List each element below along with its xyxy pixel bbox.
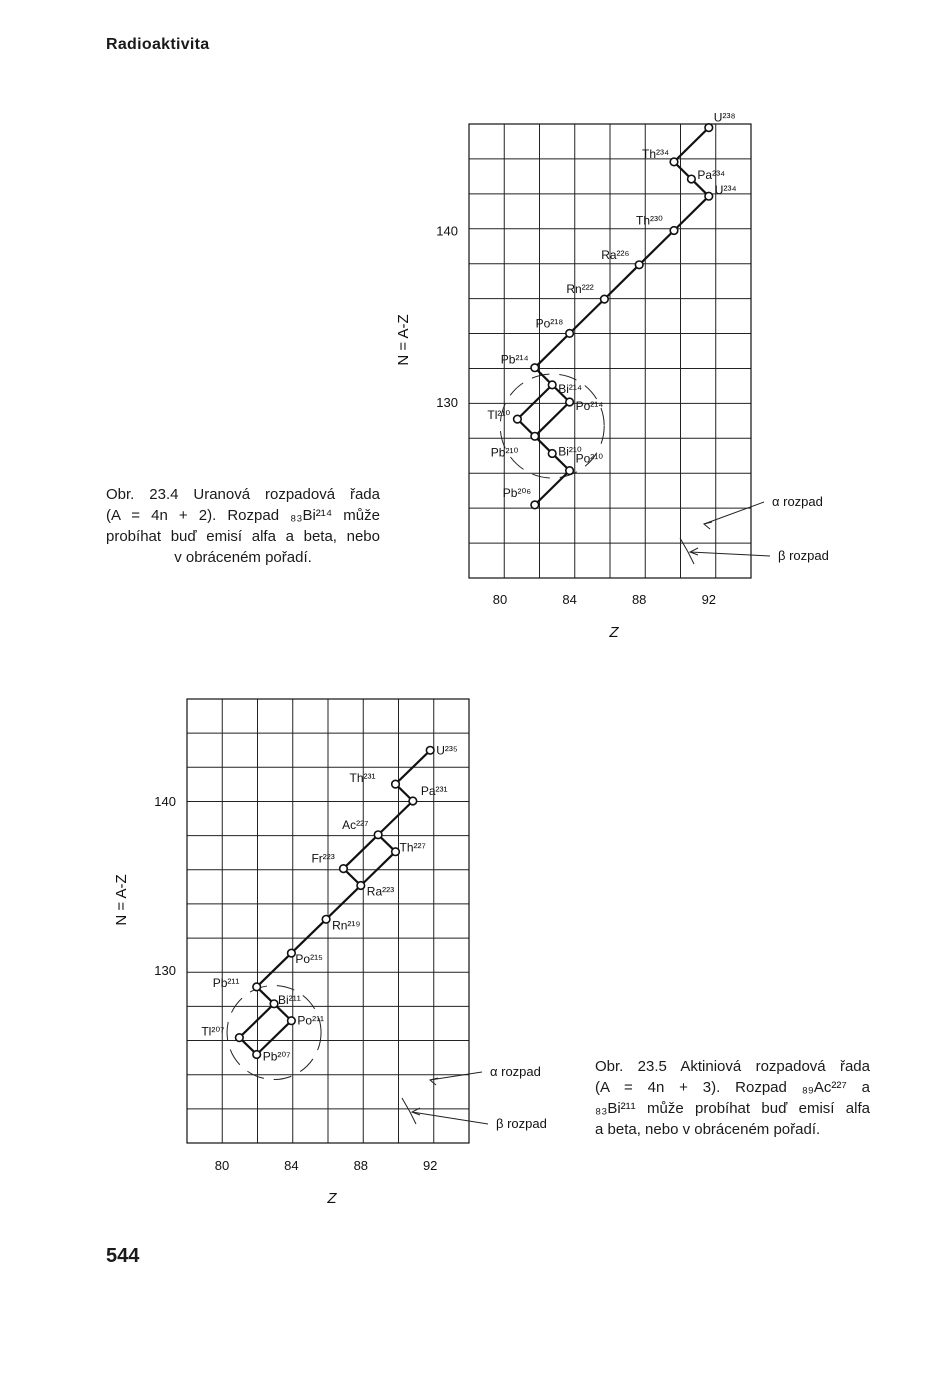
nuclide-label: Th²²⁷ <box>399 840 426 855</box>
caption-line: Obr. 23.4 Uranová rozpadová řada <box>106 486 380 503</box>
x-axis-label: Z <box>327 1190 337 1207</box>
nuclide-label: Ac²²⁷ <box>342 817 369 832</box>
beta-legend-label: β rozpad <box>496 1116 547 1131</box>
nuclide-label: Po²¹⁴ <box>575 399 604 413</box>
caption-line: (A = 4n + 3). Rozpad ₈₉Ac²²⁷ a <box>595 1079 870 1096</box>
nuclide-label: Tl²¹⁰ <box>487 408 511 423</box>
decay-line <box>674 196 709 230</box>
nuclide-node <box>635 261 643 269</box>
caption-line: Obr. 23.5 Aktiniová rozpadová řada <box>595 1058 870 1075</box>
nuclide-node <box>566 467 574 475</box>
nuclide-label: Po²¹⁵ <box>295 952 324 967</box>
nuclide-node <box>566 330 574 338</box>
caption-line: v obráceném pořadí. <box>174 549 312 566</box>
nuclide-label: Pa²³¹ <box>420 784 448 798</box>
decay-line <box>343 835 378 869</box>
nuclide-node <box>548 381 556 389</box>
decay-line <box>361 852 396 886</box>
decay-line <box>535 333 570 367</box>
caption-line: ₈₃Bi²¹¹ může probíhat buď emisí alfa <box>595 1100 870 1117</box>
nuclide-label: Fr²²³ <box>311 851 335 866</box>
nuclide-label: U²³⁸ <box>713 110 736 125</box>
alpha-leader-line <box>704 502 764 524</box>
x-axis-label: Z <box>609 624 619 641</box>
decay-line <box>291 919 326 953</box>
decay-line <box>326 886 361 920</box>
nuclide-node <box>236 1034 244 1042</box>
alpha-leader-line <box>430 1072 482 1080</box>
figure-caption-23-4 <box>106 484 380 568</box>
beta-legend-label: β rozpad <box>778 548 829 563</box>
nuclide-node <box>392 848 400 856</box>
figure-caption-23-5 <box>595 1056 870 1140</box>
nuclide-label: Bi²¹⁰ <box>558 444 582 459</box>
nuclide-node <box>688 175 696 183</box>
nuclide-node <box>531 501 539 509</box>
nuclide-node <box>670 227 678 235</box>
nuclide-label: U²³⁴ <box>714 183 737 198</box>
decay-line <box>639 231 674 265</box>
nuclide-node <box>514 415 522 423</box>
nuclide-label: U²³⁵ <box>436 743 458 758</box>
nuclide-node <box>322 916 330 924</box>
nuclide-label: Pb²⁰⁶ <box>502 485 532 500</box>
nuclide-node <box>392 780 400 788</box>
nuclide-node <box>531 433 539 441</box>
nuclide-label: Pa²³⁴ <box>697 168 726 183</box>
nuclide-node <box>566 398 574 406</box>
nuclide-label: Pb²⁰⁷ <box>262 1049 291 1064</box>
y-tick-label: 130 <box>154 963 176 978</box>
x-tick-label: 80 <box>214 1158 230 1173</box>
nuclide-node <box>270 1000 278 1008</box>
nuclide-node <box>548 450 556 458</box>
x-tick-label: 84 <box>562 592 577 607</box>
alpha-legend-label: α rozpad <box>772 494 823 509</box>
nuclide-node <box>531 364 539 372</box>
decay-chart-fig-23-5 <box>113 699 547 1207</box>
nuclide-node <box>426 747 434 755</box>
decay-legend <box>402 1064 547 1131</box>
decay-chart-fig-23-4 <box>395 111 829 641</box>
nuclide-label: Pb²¹¹ <box>212 975 240 990</box>
caption-line: probíhat buď emisí alfa a beta, nebo <box>106 528 380 545</box>
x-tick-label: 88 <box>353 1158 369 1173</box>
nuclide-label: Bi²¹⁴ <box>558 381 583 396</box>
beta-leader-line <box>412 1112 488 1124</box>
y-tick-label: 140 <box>154 794 176 809</box>
nuclide-node <box>670 158 678 166</box>
decay-line <box>674 128 709 162</box>
nuclide-node <box>705 124 713 132</box>
nuclide-node <box>253 1051 261 1059</box>
x-tick-label: 92 <box>422 1158 438 1173</box>
x-tick-label: 84 <box>284 1158 299 1173</box>
nuclide-node <box>409 797 417 805</box>
nuclide-label: Rn²²² <box>566 282 594 297</box>
nuclide-node <box>374 831 382 839</box>
nuclide-label: Tl²⁰⁷ <box>201 1024 225 1039</box>
y-axis-label: N = A-Z <box>395 314 412 366</box>
nuclide-label: Pb²¹⁴ <box>500 352 529 367</box>
running-header: Radioaktivita <box>106 36 210 53</box>
nuclide-label: Po²¹⁸ <box>535 316 564 331</box>
x-tick-label: 88 <box>631 592 647 607</box>
alpha-legend-label: α rozpad <box>490 1064 541 1079</box>
nuclide-label: Bi²¹¹ <box>278 992 301 1007</box>
beta-arrowhead <box>690 548 698 555</box>
decay-line <box>535 402 570 436</box>
y-tick-label: 140 <box>436 223 458 239</box>
nuclide-node <box>288 949 296 957</box>
decay-line <box>257 953 292 987</box>
y-tick-label: 130 <box>436 395 458 410</box>
nuclide-label: Rn²¹⁹ <box>332 918 361 933</box>
beta-leader-line <box>690 552 770 556</box>
x-tick-label: 80 <box>492 592 508 607</box>
nuclide-label: Th²³⁴ <box>642 146 670 161</box>
page-number: 544 <box>106 1245 140 1267</box>
nuclide-label: Ra²²³ <box>366 884 395 899</box>
x-tick-label: 92 <box>701 592 717 607</box>
y-axis-label: N = A-Z <box>113 874 130 926</box>
decay-line <box>239 1004 274 1038</box>
nuclide-label: Th²³⁰ <box>636 213 663 228</box>
nuclide-node <box>253 983 261 991</box>
nuclide-label: Po²¹⁰ <box>575 451 604 466</box>
nuclide-node <box>340 865 348 873</box>
nuclide-label: Th²³¹ <box>349 771 376 786</box>
nuclide-label: Po²¹¹ <box>297 1013 325 1028</box>
nuclide-node <box>705 192 713 200</box>
nuclide-label: Pb²¹⁰ <box>490 445 519 460</box>
decay-line <box>517 385 552 419</box>
nuclide-label: Ra²²⁶ <box>601 247 630 262</box>
decay-line <box>535 471 570 505</box>
nuclide-node <box>601 295 609 303</box>
nuclide-node <box>288 1017 296 1025</box>
caption-line: (A = 4n + 2). Rozpad ₈₃Bi²¹⁴ může <box>106 507 380 524</box>
nuclide-node <box>357 882 365 890</box>
decay-legend <box>680 494 829 564</box>
decay-line <box>378 801 413 835</box>
caption-line: a beta, nebo v obráceném pořadí. <box>595 1121 821 1138</box>
